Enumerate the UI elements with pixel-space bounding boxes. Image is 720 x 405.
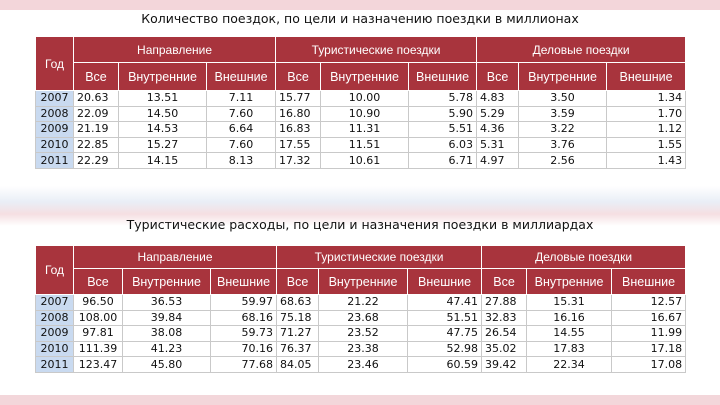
subheader-all: Все [482,269,527,295]
year-cell: 2008 [36,106,74,122]
table-cell: 11.51 [321,137,409,153]
table-cell: 16.16 [527,310,612,326]
table-cell: 6.64 [207,122,276,138]
year-cell: 2010 [36,137,74,153]
table-cell: 70.16 [211,341,277,357]
table-cell: 36.53 [123,295,211,311]
table-cell: 21.22 [319,295,408,311]
year-cell: 2010 [36,341,74,357]
expenses-table-title: Туристические расходы, по цели и назначения поездки в миллиардах [126,217,594,232]
subheader-foreign: Внешние [612,269,686,295]
table-cell: 11.31 [321,122,409,138]
table-cell: 5.29 [477,106,519,122]
table-cell: 6.03 [409,137,477,153]
table-cell: 97.81 [74,326,123,342]
table-cell: 3.76 [519,137,607,153]
subheader-domestic: Внутренние [319,269,408,295]
table-cell: 59.97 [211,295,277,311]
table-cell: 5.51 [409,122,477,138]
year-header: Год [36,246,74,295]
table-cell: 14.15 [119,153,207,169]
subheader-domestic: Внутренние [519,63,607,91]
table-cell: 5.31 [477,137,519,153]
subheader-foreign: Внешние [409,63,477,91]
table-cell: 1.55 [607,137,686,153]
table-cell: 27.88 [482,295,527,311]
table-cell: 22.34 [527,357,612,373]
table-cell: 7.60 [207,137,276,153]
table-cell: 4.36 [477,122,519,138]
table-cell: 38.08 [123,326,211,342]
table-cell: 5.78 [409,91,477,107]
table-cell: 3.22 [519,122,607,138]
subheader-foreign: Внешние [211,269,277,295]
background-stripe-bottom [0,395,720,405]
table-cell: 4.83 [477,91,519,107]
table-row [36,310,686,326]
year-cell: 2009 [36,122,74,138]
subheader-all: Все [277,269,319,295]
table-cell: 16.67 [612,310,686,326]
table-cell: 4.97 [477,153,519,169]
table-cell: 45.80 [123,357,211,373]
table-cell: 68.63 [277,295,319,311]
table-cell: 22.09 [74,106,119,122]
background-stripe-top [0,0,720,10]
subheader-all: Все [276,63,321,91]
table-cell: 8.13 [207,153,276,169]
table-cell: 71.27 [277,326,319,342]
table-row [36,357,686,373]
year-cell: 2007 [36,91,74,107]
subheader-foreign: Внешние [207,63,276,91]
table-cell: 77.68 [211,357,277,373]
year-cell: 2009 [36,326,74,342]
table-cell: 108.00 [74,310,123,326]
table-cell: 23.38 [319,341,408,357]
table-cell: 14.50 [119,106,207,122]
table-cell: 1.34 [607,91,686,107]
table-cell: 10.61 [321,153,409,169]
table-cell: 59.73 [211,326,277,342]
table-cell: 47.41 [408,295,482,311]
group-header-direction: Направление [74,37,276,63]
table-cell: 21.19 [74,122,119,138]
table-cell: 17.18 [612,341,686,357]
table-cell: 23.68 [319,310,408,326]
table-cell: 52.98 [408,341,482,357]
table-cell: 2.56 [519,153,607,169]
subheader-domestic: Внутренние [119,63,207,91]
table-row [36,91,686,107]
trips-table-title: Количество поездок, по цели и назначению поездки в миллионах [141,11,579,26]
table-cell: 17.55 [276,137,321,153]
table-cell: 51.51 [408,310,482,326]
table-cell: 17.32 [276,153,321,169]
group-header-tourist-trips: Туристические поездки [276,37,477,63]
table-cell: 14.55 [527,326,612,342]
table-cell: 111.39 [74,341,123,357]
table-cell: 41.23 [123,341,211,357]
table-cell: 12.57 [612,295,686,311]
table-cell: 13.51 [119,91,207,107]
table-cell: 76.37 [277,341,319,357]
subheader-domestic: Внутренние [321,63,409,91]
table-cell: 84.05 [277,357,319,373]
table-row [36,137,686,153]
group-header-tourist-trips: Туристические поездки [277,246,482,269]
table-cell: 15.27 [119,137,207,153]
table-cell: 47.75 [408,326,482,342]
subheader-domestic: Внутренние [123,269,211,295]
table-cell: 14.53 [119,122,207,138]
subheader-foreign: Внешние [408,269,482,295]
table-cell: 22.85 [74,137,119,153]
table-cell: 20.63 [74,91,119,107]
table-cell: 60.59 [408,357,482,373]
table-cell: 22.29 [74,153,119,169]
table-cell: 1.70 [607,106,686,122]
table-row [36,295,686,311]
table-cell: 39.84 [123,310,211,326]
subheader-domestic: Внутренние [527,269,612,295]
table-row [36,153,686,169]
year-header: Год [36,37,74,91]
table-cell: 26.54 [482,326,527,342]
year-cell: 2011 [36,153,74,169]
subheader-all: Все [74,269,123,295]
table-cell: 32.83 [482,310,527,326]
group-header-business-trips: Деловые поездки [477,37,686,63]
table-cell: 16.80 [276,106,321,122]
table-cell: 3.59 [519,106,607,122]
year-cell: 2007 [36,295,74,311]
table-cell: 3.50 [519,91,607,107]
table-row [36,122,686,138]
table-cell: 17.08 [612,357,686,373]
table-cell: 35.02 [482,341,527,357]
table-cell: 75.18 [277,310,319,326]
table-cell: 6.71 [409,153,477,169]
table-cell: 10.00 [321,91,409,107]
subheader-foreign: Внешние [607,63,686,91]
table-cell: 1.12 [607,122,686,138]
table-cell: 96.50 [74,295,123,311]
year-cell: 2011 [36,357,74,373]
subheader-all: Все [74,63,119,91]
table-cell: 15.31 [527,295,612,311]
table-cell: 68.16 [211,310,277,326]
subheader-all: Все [477,63,519,91]
table-cell: 11.99 [612,326,686,342]
table-row [36,326,686,342]
table-cell: 10.90 [321,106,409,122]
year-cell: 2008 [36,310,74,326]
table-cell: 23.46 [319,357,408,373]
table-cell: 123.47 [74,357,123,373]
table-cell: 17.83 [527,341,612,357]
table-cell: 7.11 [207,91,276,107]
expenses-table [35,245,686,373]
table-cell: 23.52 [319,326,408,342]
table-row [36,106,686,122]
table-cell: 5.90 [409,106,477,122]
table-cell: 39.42 [482,357,527,373]
table-row [36,341,686,357]
trips-table [35,36,686,169]
table-cell: 15.77 [276,91,321,107]
table-cell: 7.60 [207,106,276,122]
table-cell: 16.83 [276,122,321,138]
group-header-business-trips: Деловые поездки [482,246,686,269]
group-header-direction: Направление [74,246,277,269]
table-cell: 1.43 [607,153,686,169]
